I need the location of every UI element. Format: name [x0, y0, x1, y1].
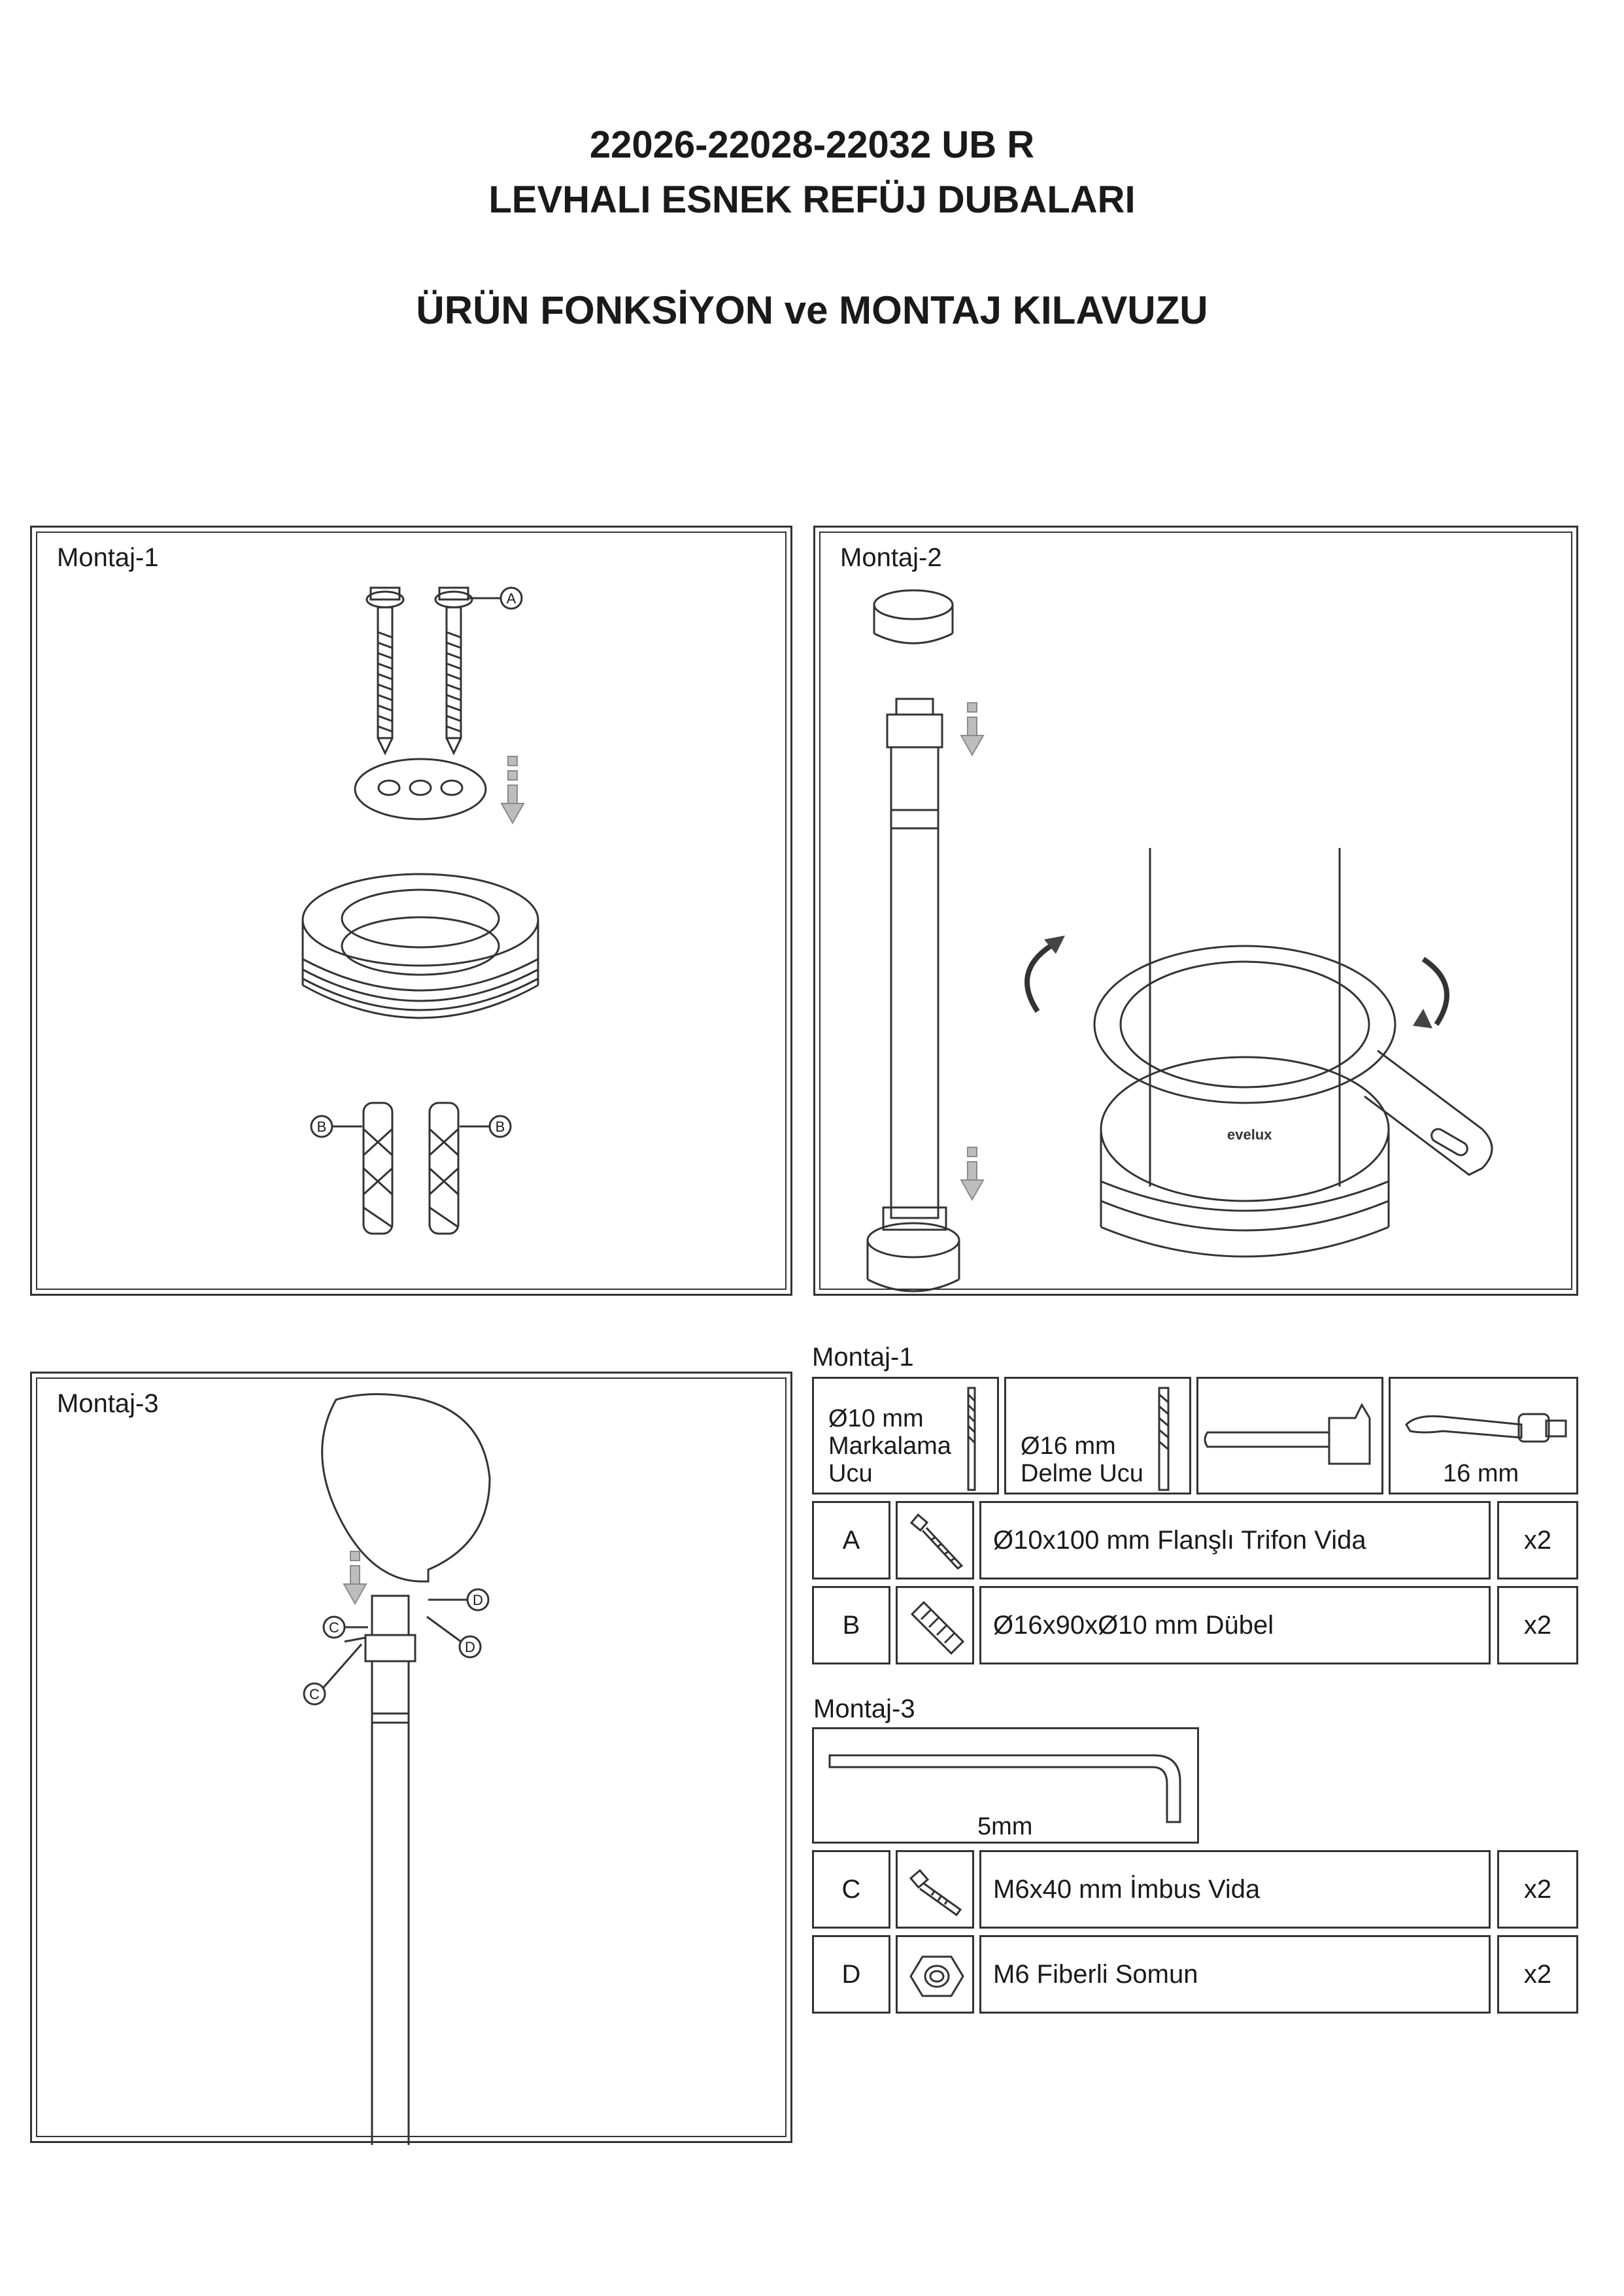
drill-bit-label-2: Delme Ucu	[1021, 1460, 1143, 1487]
down-arrow-icon	[501, 756, 524, 823]
hammer-card	[1196, 1377, 1383, 1494]
montaj-1-label: Montaj-1	[57, 543, 159, 572]
marking-bit-label-1: Ø10 mm	[828, 1405, 924, 1432]
part-a-image	[896, 1501, 974, 1579]
montaj-2-label: Montaj-2	[840, 543, 942, 572]
screw-icon	[367, 588, 403, 753]
montaj-1-panel	[30, 526, 792, 1296]
down-arrow-icon	[961, 703, 983, 755]
part-a-quantity: x2	[1497, 1501, 1578, 1579]
part-c-image	[896, 1850, 974, 1929]
screw-icon	[435, 588, 472, 753]
tools-montaj-3-label: Montaj-3	[813, 1695, 915, 1723]
dowel-icon	[430, 1103, 458, 1234]
rotate-arrow-icon	[1044, 936, 1432, 1028]
marking-bit-label-3: Ucu	[828, 1460, 873, 1487]
dowel-icon	[898, 1588, 976, 1666]
montaj-2-illustration	[815, 528, 1580, 1298]
part-d-id: D	[812, 1935, 890, 2014]
part-a-description: Ø10x100 mm Flanşlı Trifon Vida	[979, 1501, 1491, 1579]
doc-title-product: LEVHALI ESNEK REFÜJ DUBALARI	[488, 178, 1136, 221]
part-c-description: M6x40 mm İmbus Vida	[979, 1850, 1491, 1929]
dowel-icon	[364, 1103, 392, 1234]
callout-d-label: D	[465, 1639, 475, 1655]
ratchet-size-label: 16 mm	[1443, 1460, 1519, 1487]
tools-montaj-1-label: Montaj-1	[812, 1343, 914, 1372]
part-b-description: Ø16x90xØ10 mm Dübel	[979, 1586, 1491, 1664]
socket-screw-icon	[898, 1852, 976, 1931]
callout-b-label: B	[495, 1119, 505, 1135]
down-arrow-icon	[344, 1551, 366, 1604]
down-arrow-icon	[961, 1147, 983, 1200]
hex-key-icon	[814, 1729, 1201, 1846]
ratchet-card	[1389, 1377, 1578, 1494]
callout-b-label: B	[316, 1119, 327, 1135]
montaj-3-panel	[30, 1372, 792, 2143]
part-b-quantity: x2	[1497, 1586, 1578, 1664]
part-b-image	[896, 1586, 974, 1664]
montaj-3-label: Montaj-3	[57, 1389, 159, 1418]
drill-bit-icon	[814, 1379, 1001, 1496]
marking-bit-label-2: Markalama	[828, 1432, 951, 1460]
part-d-description: M6 Fiberli Somun	[979, 1935, 1491, 2014]
doc-title-codes: 22026-22028-22032 UB R	[589, 124, 1035, 166]
callout-a-label: A	[506, 590, 516, 607]
callout-d-label: D	[473, 1592, 483, 1608]
drill-bit-card	[1004, 1377, 1191, 1494]
callout-c-label: C	[309, 1686, 320, 1702]
hammer-icon	[1198, 1379, 1385, 1496]
ratchet-icon	[1391, 1379, 1580, 1496]
part-d-image	[896, 1935, 974, 2014]
part-c-id: C	[812, 1850, 890, 1929]
screw-icon	[898, 1503, 976, 1581]
part-c-quantity: x2	[1497, 1850, 1578, 1929]
hex-key-size-label: 5mm	[977, 1813, 1033, 1840]
montaj-3-illustration	[32, 1374, 794, 2145]
part-a-id: A	[812, 1501, 890, 1579]
hex-key-card	[812, 1727, 1199, 1844]
callout-c-label: C	[329, 1619, 339, 1636]
drill-bit-icon	[1006, 1379, 1193, 1496]
part-d-quantity: x2	[1497, 1935, 1578, 2014]
wrench-brand-logo: evelux	[1227, 1126, 1272, 1143]
marking-bit-card	[812, 1377, 999, 1494]
drill-bit-label-1: Ø16 mm	[1021, 1432, 1116, 1460]
nut-icon	[898, 1937, 976, 2016]
doc-subtitle: ÜRÜN FONKSİYON ve MONTAJ KILAVUZU	[416, 288, 1208, 332]
montaj-1-illustration	[32, 528, 794, 1298]
part-b-id: B	[812, 1586, 890, 1664]
montaj-2-panel	[813, 526, 1578, 1296]
